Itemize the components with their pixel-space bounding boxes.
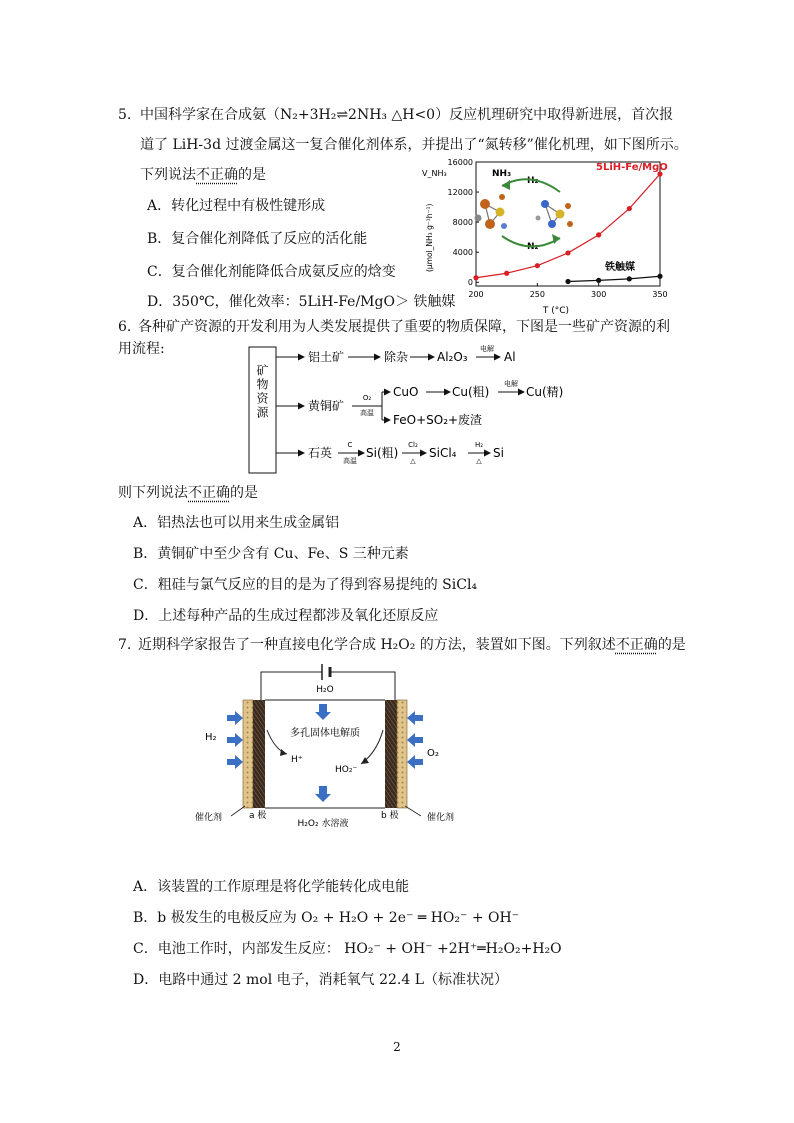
ion-left: H⁺ (291, 755, 303, 765)
row3-mineral: 石英 (308, 446, 333, 460)
row3-c3-top: H₂ (474, 441, 484, 449)
left-catalyst-layer (243, 700, 253, 808)
q5-stem-pre: 下列说法 (140, 167, 196, 183)
series-2-point (657, 274, 662, 279)
x-tick-label: 300 (591, 290, 607, 299)
left-gas: H₂ (205, 732, 217, 743)
row3-p3: Si (493, 446, 504, 460)
top-label: H₂O (316, 685, 334, 695)
q7-option-b: B．b 极发生的电极反应为 O₂ + H₂O + 2e⁻ ═ HO₂⁻ + OH⁻ (133, 910, 520, 926)
q6-stem-pre: 则下列说法 (118, 485, 188, 501)
q5-number: 5. (118, 107, 132, 123)
q6-number: 6. (118, 319, 132, 335)
q6-option-d: D．上述每种产品的生成过程都涉及氧化还原反应 (133, 608, 439, 624)
q5-line-1: 中国科学家在合成氨（N₂+3H₂⇌2NH₃ △H<0）反应机理研究中取得新进展，首次报 (140, 107, 674, 123)
right-catalyst-layer (397, 700, 407, 808)
q7-option-d: D．电路中通过 2 mol 电子，消耗氧气 22.4 L（标准状况） (133, 972, 509, 988)
q5-stem (140, 166, 266, 184)
row2-mineral: 黄铜矿 (308, 399, 345, 413)
row1-mineral: 铝土矿 (308, 350, 345, 364)
q5-chart (420, 152, 680, 318)
q6-stem-post: 的是 (230, 485, 258, 501)
row2-a: CuO (393, 385, 419, 399)
row1-cond: 电解 (480, 345, 494, 353)
series-1-point (535, 263, 540, 268)
x-axis-title: T (°C) (542, 306, 570, 316)
series-1-point (504, 271, 509, 276)
row3-c2-top: Cl₂ (408, 441, 418, 449)
q6-line-1: 各种矿产资源的开发利用为人类发展提供了重要的物质保障，下图是一些矿产资源的利 (138, 319, 670, 335)
q6-option-b: B．黄铜矿中至少含有 Cu、Fe、S 三种元素 (133, 546, 409, 562)
row1-mid: Al₂O₃ (437, 350, 468, 364)
row2-a3: Cu(精) (526, 385, 564, 399)
q5-stem-post: 的是 (238, 167, 266, 183)
q5-stem-emphasis: 不正确 (196, 167, 238, 183)
y-tick-label: 8000 (452, 218, 473, 228)
q7-line-emphasis: 不正确 (615, 637, 658, 653)
y-tick-label: 0 (467, 278, 473, 288)
q7-line-post: 的是 (657, 637, 686, 653)
right-gas: O₂ (427, 748, 439, 759)
electrode-b-label: b 极 (381, 811, 399, 821)
q6-line-2: 用流程: (118, 341, 165, 357)
y-axis-unit: (μmol_NH₃ g⁻¹h⁻¹) (425, 203, 434, 272)
row1-product: Al (504, 350, 516, 364)
source-label: 矿物资源 (255, 364, 269, 420)
electrolyte-label: 多孔固体电解质 (290, 728, 360, 739)
q6-flow-diagram (240, 340, 564, 480)
solution-label: H₂O₂ 水溶液 (297, 819, 349, 829)
inset-nh3: NH₃ (492, 169, 512, 179)
q5-option-d: D．350℃，催化效率：5LiH-Fe/MgO＞ 铁触媒 (147, 294, 456, 310)
q7-line (138, 636, 686, 654)
ion-right: HO₂⁻ (335, 765, 358, 775)
row2-cond-top: O₂ (362, 394, 372, 402)
row3-c2-bottom: △ (410, 457, 416, 465)
q6-stem (118, 484, 258, 502)
y-tick-label: 4000 (452, 248, 473, 258)
q7-cell-diagram (195, 660, 475, 832)
q6-stem-emphasis: 不正确 (188, 485, 230, 501)
left-catalyst-label: 催化剂 (195, 813, 223, 823)
q5-option-b: B．复合催化剂降低了反应的活化能 (147, 231, 368, 247)
y-tick-label: 12000 (447, 188, 473, 198)
legend-series-1: 5LiH-Fe/MgO (596, 162, 668, 173)
row2-b: FeO+SO₂+废渣 (393, 413, 483, 427)
y-tick-label: 16000 (447, 158, 473, 167)
electrode-b (385, 700, 397, 808)
inset-h2: H₂ (527, 176, 539, 186)
row2-a2: Cu(粗) (452, 385, 490, 399)
row3-c1-top: C (347, 441, 353, 449)
q5-option-a: A．转化过程中有极性键形成 (147, 198, 326, 214)
row2-cond-bottom: 高温 (360, 409, 374, 417)
legend-series-2: 铁触媒 (605, 262, 635, 273)
series-2-point (596, 278, 601, 283)
row2-cond2: 电解 (504, 380, 518, 388)
mechanism-inset (475, 169, 574, 252)
electrode-a (253, 700, 265, 808)
series-1-point (473, 275, 478, 280)
row1-step: 除杂 (384, 350, 409, 364)
q7-option-c: C．电池工作时，内部发生反应： HO₂⁻ + OH⁻ +2H⁺═H₂O₂+H₂O (133, 941, 562, 957)
page-number: 2 (393, 1040, 401, 1054)
q5-option-c: C．复合催化剂能降低合成氨反应的焓变 (147, 264, 396, 280)
series-2-point (627, 276, 632, 281)
inset-n2: N₂ (527, 242, 539, 252)
electrode-a-label: a 极 (249, 811, 267, 821)
q6-option-c: C．粗硅与氯气反应的目的是为了得到容易提纯的 SiCl₄ (133, 577, 478, 593)
series-line-2 (568, 276, 660, 281)
q6-option-a: A．铝热法也可以用来生成金属铝 (133, 515, 340, 531)
x-tick-label: 250 (529, 290, 545, 299)
series-1-point (627, 206, 632, 211)
x-tick-label: 200 (468, 290, 484, 299)
row3-p2: SiCl₄ (429, 446, 457, 460)
series-1-point (596, 232, 601, 237)
row3-p1: Si(粗) (366, 446, 399, 460)
right-catalyst-label: 催化剂 (427, 813, 455, 823)
series-2-point (565, 279, 570, 284)
q5-line-2: 道了 LiH-3d 过渡金属这一复合催化剂体系，并提出了“氮转移”催化机理，如下图所示。 (140, 137, 688, 153)
y-axis-symbol: V_NH₃ (422, 169, 447, 178)
q7-option-a: A．该装置的工作原理是将化学能转化成电能 (133, 879, 410, 895)
x-tick-label: 350 (652, 290, 668, 299)
row3-c3-bottom: △ (476, 457, 482, 465)
q7-number: 7. (118, 637, 132, 653)
series-1-point (565, 250, 570, 255)
q7-line-pre: 近期科学家报告了一种直接电化学合成 H₂O₂ 的方法，装置如下图。下列叙述 (138, 637, 616, 653)
row3-c1-bottom: 高温 (343, 457, 357, 465)
